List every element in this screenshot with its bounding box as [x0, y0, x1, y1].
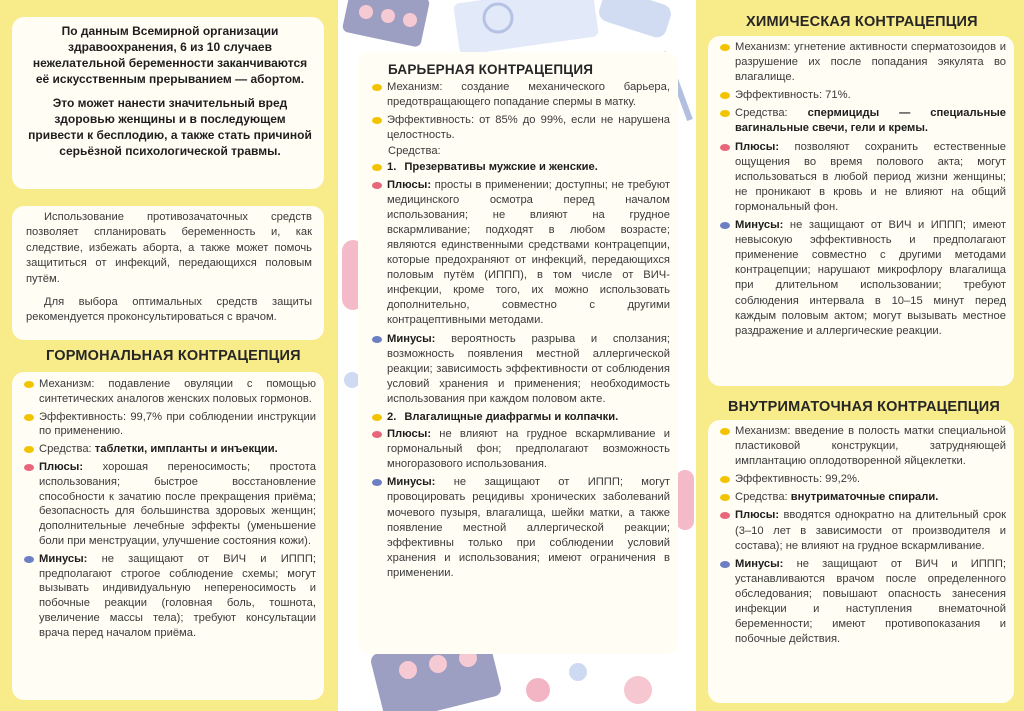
iud-mechanism: Механизм: введение в полость матки специальной пластиковой конструкции, затрудняющей имплантацию оплодотворенной яйцеклетки. — [720, 424, 1006, 469]
bullet-icon — [720, 428, 730, 435]
condom-pack-icon — [453, 0, 599, 55]
bullet-icon — [372, 479, 382, 486]
barrier-card — [358, 52, 678, 654]
bullet-icon — [720, 512, 730, 519]
right-panel — [696, 0, 1024, 711]
iud-cons: Минусы: не защищают от ВИЧ и ИППП; устанавливаются врачом после определенного обследования; повышают опасность занесения инфекции и наступления внематочной беременности; имеют противопоказания и побочные действия. — [720, 557, 1006, 648]
chemical-card — [708, 36, 1014, 386]
hormonal-means: Средства: таблетки, импланты и инъекции. — [24, 442, 316, 457]
bullet-icon — [24, 556, 34, 563]
bullet-icon — [372, 164, 382, 171]
bullet-icon — [720, 110, 730, 117]
bullet-icon — [24, 446, 34, 453]
barrier-means-heading: Средства: — [388, 145, 441, 158]
chemical-pros: Плюсы: позволяют сохранить естественные ощущения во время полового акта; могут использоваться в любой период жизни женщины; не проникают в кровь и не влияют на общий гормональный фон. — [720, 140, 1006, 215]
bullet-icon — [720, 92, 730, 99]
barrier-cons-1: Минусы: вероятность разрыва и сползания; возможность появления местной аллергической реакции; зависимость эффективности от соблюдения условий хранения и применения; необходимость использования при каждом половом акте. — [372, 332, 670, 407]
barrier-mechanism: Механизм: создание механического барьера, предотвращающего попадание спермы в матку. — [372, 80, 670, 110]
bullet-icon — [720, 494, 730, 501]
bullet-icon — [372, 336, 382, 343]
bullet-icon — [24, 464, 34, 471]
barrier-item-2: 2. Влагалищные диафрагмы и колпачки. — [372, 410, 670, 425]
bullet-icon — [720, 44, 730, 51]
info-paragraph-1: Использование противозачаточных средств позволяет спланировать беременность и, как следствие, избежать аборта, а также может помочь защититься от инфекций, передающихся половым путём. — [26, 211, 312, 285]
intro-card — [12, 17, 324, 189]
iud-card — [708, 420, 1014, 703]
hormonal-pros: Плюсы: хорошая переносимость; простота использования; быстрое восстановление способности к зачатию после прекращения приёма; безопасность для большинства здоровых женщин; дополнительные лечебные эффекты (уменьшение боли при менструации, улучшение состояния кожи). — [24, 460, 316, 549]
barrier-pros-2: Плюсы: не влияют на грудное вскармливание и гормональный фон; предполагают возможность многоразового использования. — [372, 427, 670, 472]
bullet-icon — [24, 381, 34, 388]
chemical-efficiency: Эффективность: 71%. — [720, 88, 1006, 103]
tube-icon — [596, 0, 673, 40]
middle-panel — [338, 0, 696, 711]
barrier-efficiency: Эффективность: от 85% до 99%, если не нарушена целостность. — [372, 113, 670, 143]
bullet-icon — [372, 431, 382, 438]
iud-title: ВНУТРИМАТОЧНАЯ КОНТРАЦЕПЦИЯ — [728, 399, 1000, 415]
chemical-mechanism: Механизм: угнетение активности сперматозоидов и разрушение их после попадания эякулята во влагалище. — [720, 40, 1006, 85]
chemical-title: ХИМИЧЕСКАЯ КОНТРАЦЕПЦИЯ — [746, 14, 978, 30]
barrier-pros-1: Плюсы: просты в применении; доступны; не требуют медицинского осмотра перед началом использования; не влияют на грудное вскармливание; подходят в любом возрасте; являются единственными средствами контрацепции, которые предохраняют от инфекций, передающихся половым путём (ИППП), в том числе от ВИЧ-инфекции, кроме того, их можно использовать дополнительно, совместно с другими контрацептивными методами. — [372, 178, 670, 329]
barrier-item-1: 1. Презервативы мужские и женские. — [372, 160, 670, 175]
hormonal-card — [12, 372, 324, 700]
info-paragraph-2: Для выбора оптимальных средств защиты рекомендуется проконсультироваться с врачом. — [26, 296, 312, 324]
bullet-icon — [720, 144, 730, 151]
iud-means: Средства: внутриматочные спирали. — [720, 490, 1006, 505]
hormonal-title: ГОРМОНАЛЬНАЯ КОНТРАЦЕПЦИЯ — [46, 348, 301, 364]
barrier-cons-2: Минусы: не защищают от ИППП; могут провоцировать рецидивы хронических заболеваний мочевого пузыря, влагалища, шейки матки, а также появление местной аллергической реакции; эффективны только при соблюдении условий хранения и использования; имеют ограничения в применении. — [372, 475, 670, 581]
chemical-cons: Минусы: не защищают от ВИЧ и ИППП; имеют невысокую эффективность и предполагают применение совместно с другими методами контрацепции; нарушают микрофлору влагалища при длительном использовании; требуют соблюдения интервала в 10–15 минут перед каждым половым актом; могут вызывать местное раздражение и аллергические реакции. — [720, 218, 1006, 339]
barrier-title: БАРЬЕРНАЯ КОНТРАЦЕПЦИЯ — [388, 62, 594, 77]
intro-paragraph-1: По данным Всемирной организации здравоохранения, 6 из 10 случаев нежелательной беременности заканчиваются её искусственным прерыванием — абортом. — [32, 24, 308, 86]
bullet-icon — [372, 117, 382, 124]
pill-blister-icon — [342, 0, 431, 48]
bullet-icon — [372, 182, 382, 189]
bullet-icon — [720, 561, 730, 568]
bullet-icon — [720, 222, 730, 229]
iud-pros: Плюсы: вводятся однократно на длительный срок (3–10 лет в зависимости от производителя и состава); не влияют на грудное вскармливание. — [720, 508, 1006, 553]
chemical-means: Средства: спермициды — специальные вагинальные свечи, гели и кремы. — [720, 106, 1006, 136]
iud-efficiency: Эффективность: 99,2%. — [720, 472, 1006, 487]
hormonal-cons: Минусы: не защищают от ВИЧ и ИППП; предполагают строгое соблюдение схемы; могут вызывать индивидуальную непереносимость и побочные реакции (головная боль, тошнота, увеличение массы тела); требуют консультации врача перед началом приёма. — [24, 552, 316, 641]
hormonal-mechanism: Механизм: подавление овуляции с помощью синтетических аналогов женских половых гормонов. — [24, 377, 316, 407]
bullet-icon — [372, 414, 382, 421]
hormonal-efficiency: Эффективность: 99,7% при соблюдении инструкции по применению. — [24, 410, 316, 440]
bullet-icon — [372, 84, 382, 91]
info-card — [12, 206, 324, 340]
left-panel — [0, 0, 338, 711]
intro-paragraph-2: Это может нанести значительный вред здоровью женщины и в последующем привести к бесплодию, а также стать причиной серьёзной психологической травмы. — [28, 96, 312, 158]
bullet-icon — [720, 476, 730, 483]
bullet-icon — [24, 414, 34, 421]
